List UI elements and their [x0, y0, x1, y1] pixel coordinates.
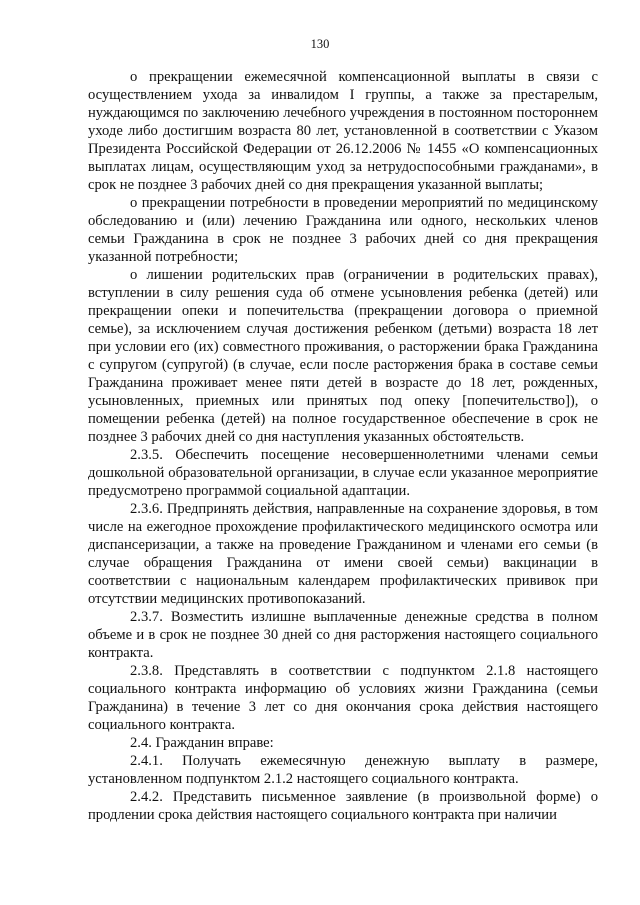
document-body [88, 68, 598, 824]
paragraph-2-4-heading: 2.4. Гражданин вправе: [130, 735, 274, 751]
paragraph-parental-rights-deprivation: о лишении родительских прав (ограничении в родительских правах), вступлении в силу решения суда об отмене усыновления ребенка (детей) или прекращении опеки и попечительства (прекращении договора о приемной семье), за исключением случая достижения ребенком (детьми) возраста 18 лет при условии его (их) совместного проживания, о расторжении брака Гражданина с супругом (супругой) (в случае, если после расторжения брака в составе семьи Гражданина проживает менее пяти детей в возрасте до 18 лет, рожденных, усыновленных, приемных или принятых под опеку [попечительство]), о помещении ребенка (детей) на полное государственное обеспечение в срок не позднее 3 рабочих дней со дня наступления указанных обстоятельств. [88, 267, 598, 445]
paragraph-2-3-6: 2.3.6. Предпринять действия, направленные на сохранение здоровья, в том числе на ежегодное прохождение профилактического медицинского осмотра или диспансеризации, а также на проведение Гражданином и членами его семьи (в случае обращения Гражданина от имени своей семьи) вакцинации в соответствии с национальным календарем профилактических прививок при отсутствии медицинских противопоказаний. [88, 501, 598, 607]
paragraph-medical-need-termination: о прекращении потребности в проведении мероприятий по медицинскому обследованию и (или) лечению Гражданина или одного, нескольких членов семьи Гражданина в срок не позднее 3 рабочих дней со дня прекращения указанной потребности; [88, 195, 598, 265]
paragraph-2-4-2: 2.4.2. Представить письменное заявление (в произвольной форме) о продлении срока действия настоящего социального контракта при наличии [88, 789, 598, 823]
paragraph-2-3-5: 2.3.5. Обеспечить посещение несовершеннолетними членами семьи дошкольной образовательной организации, в случае если указанное мероприятие предусмотрено программой социальной адаптации. [88, 447, 598, 499]
paragraph-2-3-7: 2.3.7. Возместить излишне выплаченные денежные средства в полном объеме и в срок не позднее 30 дней со дня расторжения настоящего социального контракта. [88, 609, 598, 661]
paragraph-compensation-payment-termination: о прекращении ежемесячной компенсационной выплаты в связи с осуществлением ухода за инвалидом I группы, а также за престарелым, нуждающимся по заключению лечебного учреждения в постоянном постороннем уходе либо достигшим возраста 80 лет, установленной в соответствии с Указом Президента Российской Федерации от 26.12.2006 № 1455 «О компенсационных выплатах лицам, осуществляющим уход за нетрудоспособными гражданами», в срок не позднее 3 рабочих дней со дня прекращения указанной выплаты; [88, 69, 598, 193]
paragraph-2-4-1: 2.4.1. Получать ежемесячную денежную выплату в размере, установленном подпунктом 2.1.2 настоящего социального контракта. [88, 753, 598, 787]
page-number: 130 [310, 37, 330, 51]
paragraph-2-3-8: 2.3.8. Представлять в соответствии с подпунктом 2.1.8 настоящего социального контракта информацию об условиях жизни Гражданина (семьи Гражданина) в течение 3 лет со дня окончания срока действия настоящего социального контракта. [88, 663, 598, 733]
